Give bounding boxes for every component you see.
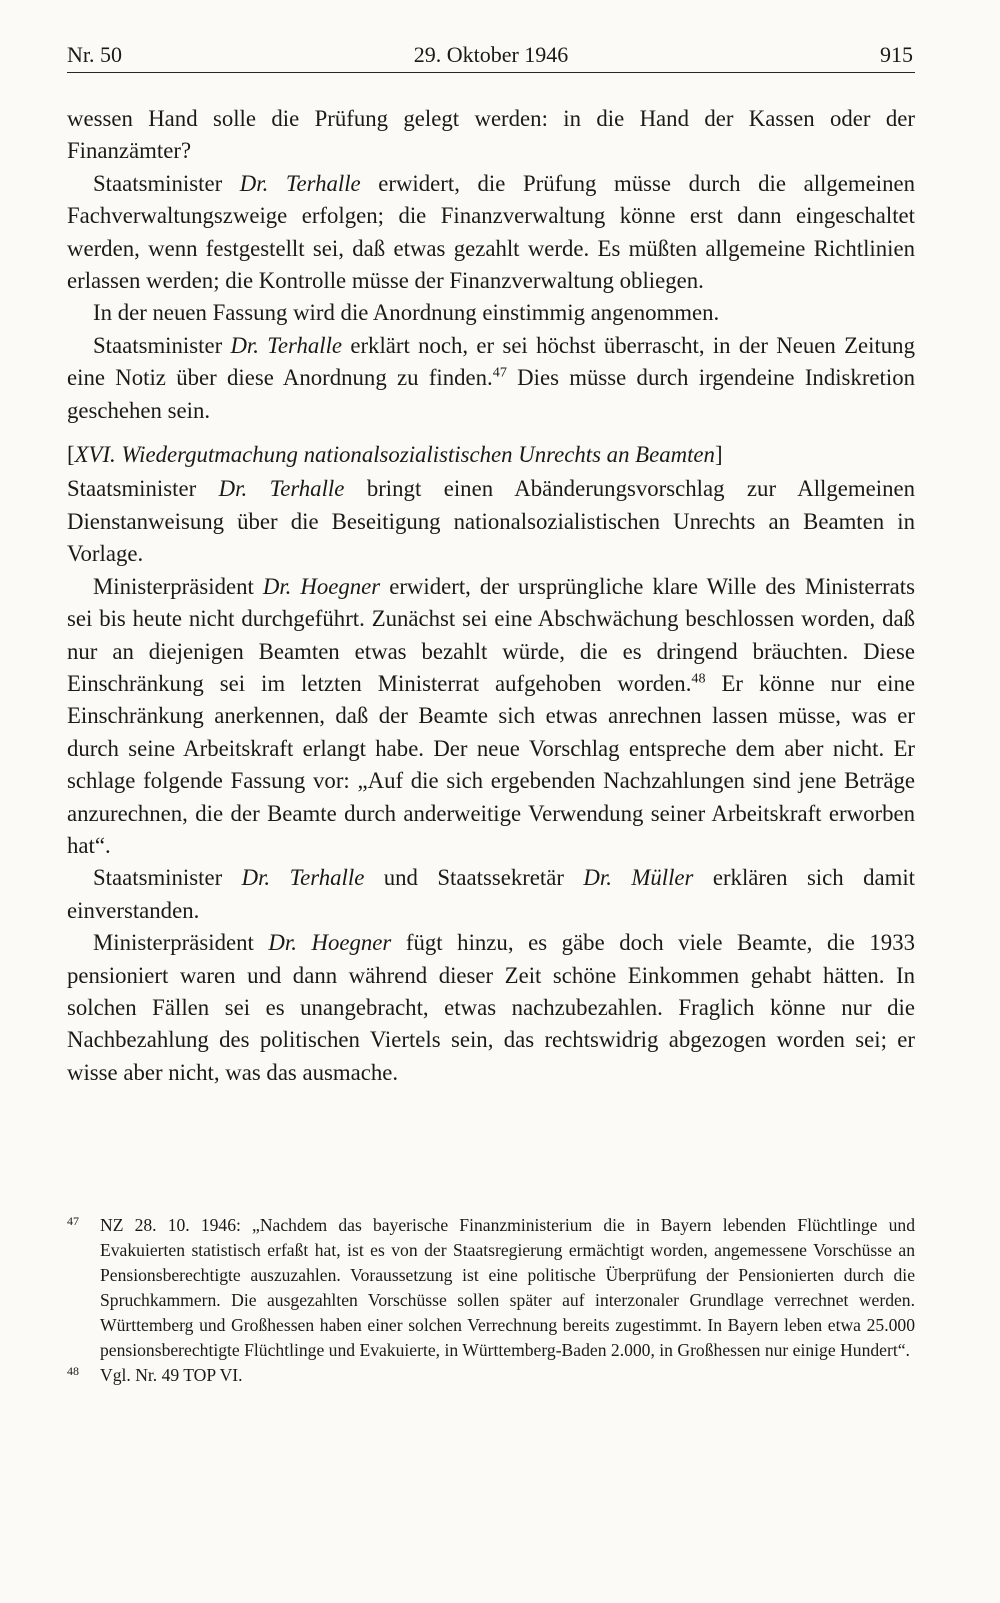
paragraph-6: Ministerpräsident Dr. Hoegner erwidert, der ursprüngliche klare Wille des Ministerrats sei bis heute nicht durchgeführt. Zunächst sei eine Abschwächung beschlossen worden, daß nur an diejenigen Beamten etwas bezahlt würde, die es dringend bräuchten. Diese Einschränkung sei im letzten Ministerrat aufgehoben worden.$^{48}$ Er könne nur eine Einschränkung anerkennen, daß der Beamte sich etwas anrechnen lassen müsse, was er durch seine Arbeitskraft erlangt habe. Der neue Vorschlag entspreche dem aber nicht. Er schlage folgende Fassung vor: „Auf die sich ergebenden Nachzahlungen sind jene Beträge anzurechnen, die der Beamte durch anderweitige Verwendung seiner Arbeitskraft erworben hat“. (67, 573, 915, 858)
paragraph-2: Staatsminister Dr. Terhalle erwidert, die Prüfung müsse durch die allgemeinen Fachverwaltungszweige erfolgen; die Finanzverwaltung könne erst dann eingeschaltet werden, wenn festgestellt sei, daß etwas gezahlt werde. Es müßten allgemeine Richtlinien erlassen werden; die Kontrolle müsse der Finanzverwaltung obliegen. (67, 170, 915, 294)
paragraph-7: Staatsminister Dr. Terhalle und Staatssekretär Dr. Müller erklären sich damit einverstanden. (67, 865, 916, 923)
footnote-number: 48 (67, 1364, 79, 1378)
document-number: Nr. 50 (67, 42, 122, 67)
footnote-47 (67, 1213, 915, 1363)
body-text (67, 103, 915, 1089)
paragraph-1: wessen Hand solle die Prüfung gelegt werden: in die Hand der Kassen oder der Finanzämter? (67, 106, 915, 164)
footnote-number: 47 (67, 1214, 79, 1228)
section-title: Wiedergutmachung nationalsozialistischen Unrechts an Beamten (121, 442, 715, 468)
paragraph-5: Staatsminister Dr. Terhalle bringt einen Abänderungsvorschlag zur Allgemeinen Dienstanweisung über die Beseitigung nationalsozialistischen Unrechts an Beamten in Vorlage. (67, 476, 915, 567)
speaker-name: Müller (631, 865, 694, 891)
paragraph-8: Ministerpräsident Dr. Hoegner fügt hinzu, es gäbe doch viele Beamte, die 1933 pensioniert waren und dann während dieser Zeit schöne Einkommen gehabt hätten. In solchen Fällen sei es unangebracht, etwas nachzubezahlen. Fraglich könne nur die Nachbezahlung des politischen Viertels sein, das rechtswidrig abgezogen worden sei; er wisse aber nicht, was das ausmache. (67, 930, 915, 1085)
paragraph-4: Staatsminister Dr. Terhalle erklärt noch, er sei höchst überrascht, in der Neuen Zeitung eine Notiz über diese Anordnung zu finden.$^{47}$ Dies müsse durch irgendeine Indiskretion geschehen sein. (67, 332, 915, 423)
footnote-48 (67, 1363, 915, 1388)
speaker-name: Terhalle (269, 476, 345, 502)
speaker-name: Hoegner (311, 930, 392, 956)
paragraph-3: In der neuen Fassung wird die Anordnung einstimmig angenommen. (93, 300, 720, 326)
speaker-name: Terhalle (289, 865, 365, 891)
section-heading: [XVI. Wiedergutmachung nationalsozialistischen Unrechts an Beamten] (67, 442, 723, 468)
footnotes (67, 1213, 915, 1388)
footnote-ref: 48 (691, 670, 706, 687)
footnote-ref: 47 (492, 364, 507, 381)
footnote-text: Vgl. Nr. 49 TOP VI. (100, 1365, 243, 1385)
header-date: 29. Oktober 1946 (413, 42, 569, 67)
speaker-name: Terhalle (285, 170, 361, 196)
speaker-name: Hoegner (300, 573, 381, 599)
footnote-text: NZ 28. 10. 1946: „Nachdem das bayerische Finanzministerium die in Bayern lebenden Flüchtlinge und Evakuierten statistisch erfaßt hat, ist es von der Staatsregierung ermächtigt worden, angemessene Vorschüsse an Pensionsberechtigte auszuzahlen. Voraussetzung ist eine politische Überprüfung der Pensionierten durch die Spruchkammern. Die ausgezahlten Vorschüsse sollen später auf interzonaler Grundlage verrechnet werden. Württemberg und Großhessen haben einer solchen Verrechnung bereits zugestimmt. In Bayern leben etwa 25.000 pensionsberechtigte Flüchtlinge und Evakuierte, in Württemberg-Baden 2.000, in Großhessen nur einige Hundert“. (100, 1215, 915, 1360)
speaker-name: Terhalle (267, 332, 343, 358)
page-header (67, 38, 915, 73)
page-number: 915 (880, 42, 913, 67)
